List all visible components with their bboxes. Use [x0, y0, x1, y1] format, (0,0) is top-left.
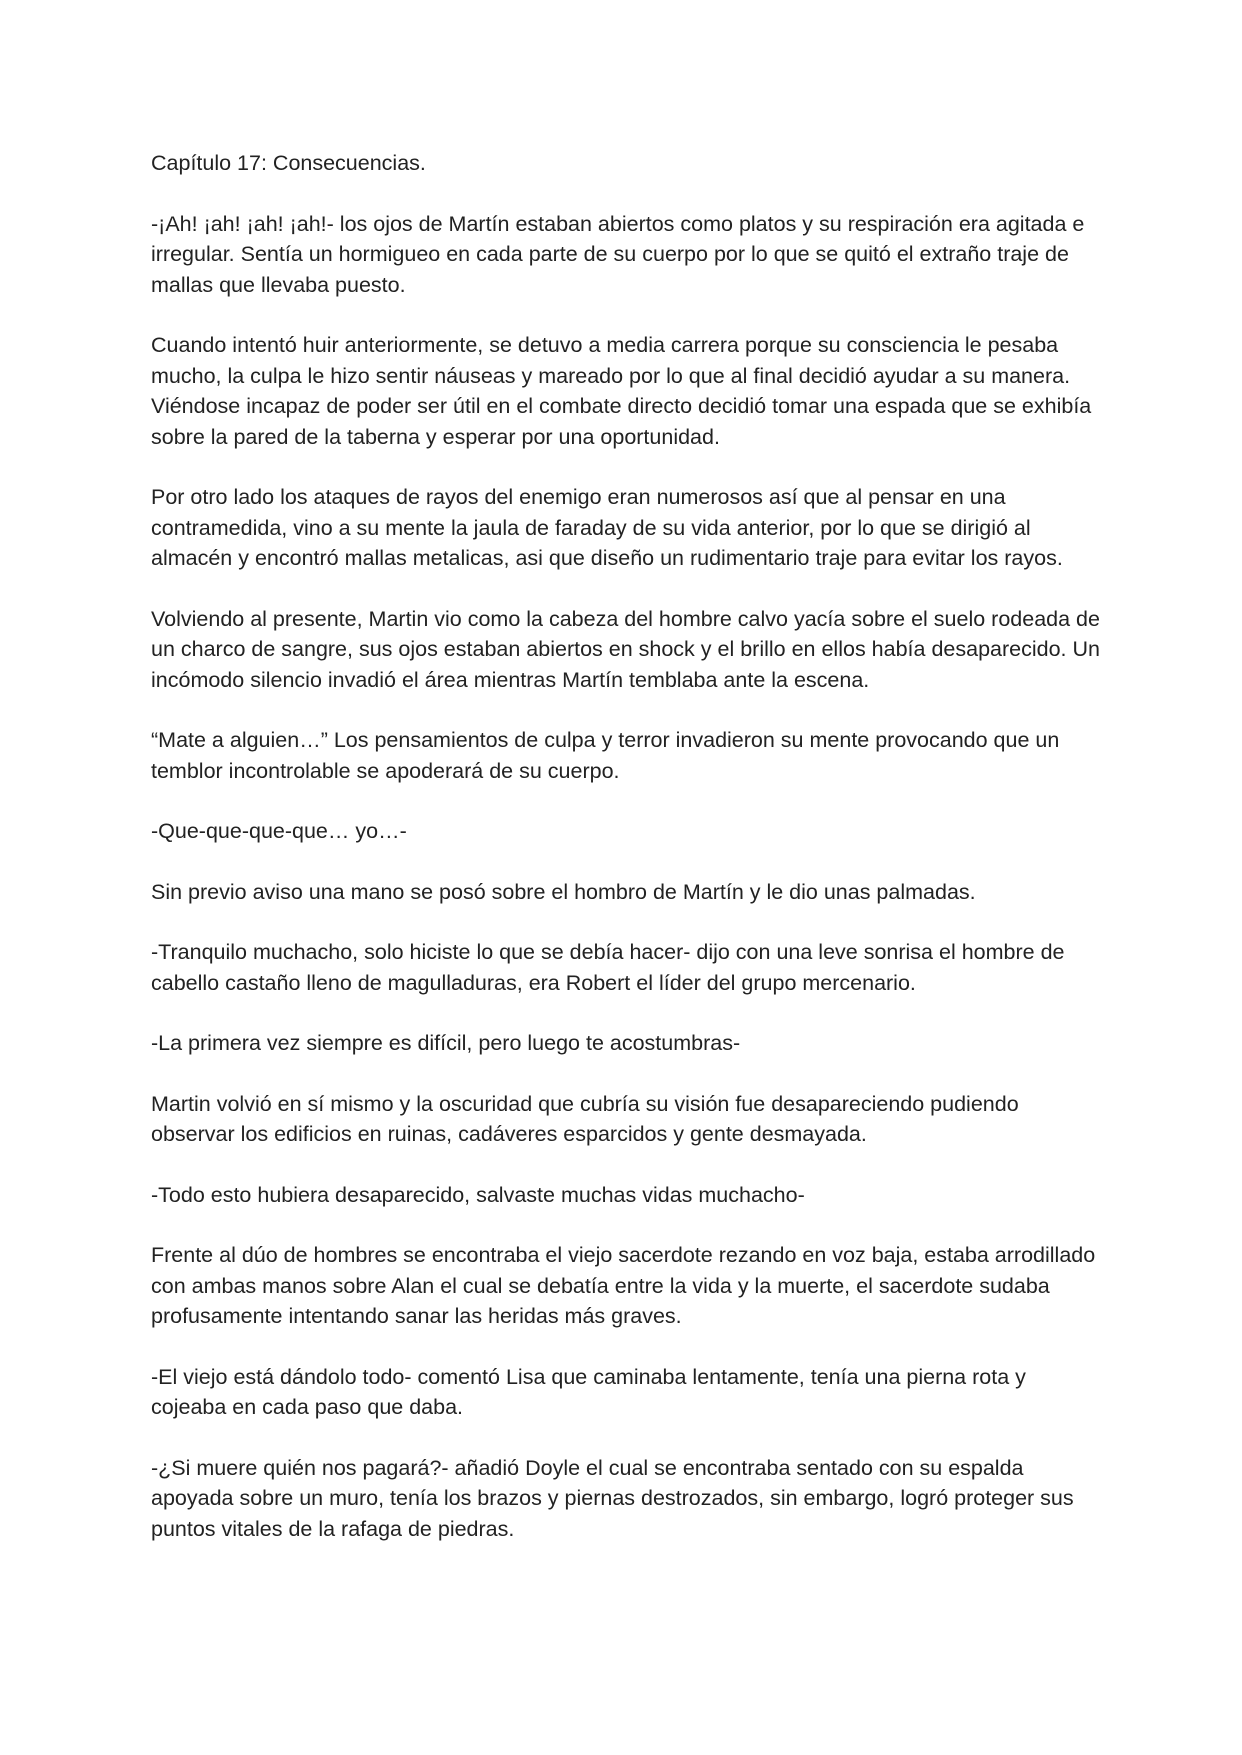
- paragraph: -¿Si muere quién nos pagará?- añadió Doyle el cual se encontraba sentado con su espalda apoyada sobre un muro, tenía los brazos y piernas destrozados, sin embargo, logró proteger sus puntos vitales de la rafaga de piedras.: [151, 1455, 1074, 1541]
- paragraph: Sin previo aviso una mano se posó sobre el hombro de Martín y le dio unas palmadas.: [151, 879, 976, 904]
- paragraph: “Mate a alguien…” Los pensamientos de culpa y terror invadieron su mente provocando que un temblor incontrolable se apoderará de su cuerpo.: [151, 728, 1060, 783]
- paragraph: -Todo esto hubiera desaparecido, salvaste muchas vidas muchacho-: [151, 1182, 805, 1207]
- paragraph: -El viejo está dándolo todo- comentó Lisa que caminaba lentamente, tenía una pierna rota y cojeaba en cada paso que daba.: [151, 1364, 1026, 1419]
- paragraph: -Tranquilo muchacho, solo hiciste lo que se debía hacer- dijo con una leve sonrisa el hombre de cabello castaño lleno de magulladuras, era Robert el líder del grupo mercenario.: [151, 940, 1065, 995]
- paragraph: Cuando intentó huir anteriormente, se detuvo a media carrera porque su consciencia le pesaba mucho, la culpa le hizo sentir náuseas y mareado por lo que al final decidió ayudar a su manera. Viéndose incapaz de poder ser útil en el combate directo decidió tomar una espada que se exhibía sobre la pared de la taberna y esperar por una oportunidad.: [151, 333, 1092, 449]
- document-body: [151, 148, 1101, 1574]
- paragraph: Por otro lado los ataques de rayos del enemigo eran numerosos así que al pensar en una contramedida, vino a su mente la jaula de faraday de su vida anterior, por lo que se dirigió al almacén y encontró mallas metalicas, asi que diseño un rudimentario traje para evitar los rayos.: [151, 485, 1063, 570]
- paragraph: -Que-que-que-que… yo…-: [151, 819, 407, 843]
- chapter-title: Capítulo 17: Consecuencias.: [151, 151, 426, 175]
- paragraph: -¡Ah! ¡ah! ¡ah! ¡ah!- los ojos de Martín estaban abiertos como platos y su respiración era agitada e irregular. Sentía un hormigueo en cada parte de su cuerpo por lo que se quitó el extraño traje de mallas que llevaba puesto.: [151, 211, 1085, 297]
- paragraph: Frente al dúo de hombres se encontraba el viejo sacerdote rezando en voz baja, estaba arrodillado con ambas manos sobre Alan el cual se debatía entre la vida y la muerte, el sacerdote sudaba profusamente intentando sanar las heridas más graves.: [151, 1243, 1096, 1328]
- paragraph: Martin volvió en sí mismo y la oscuridad que cubría su visión fue desapareciendo pudiendo observar los edificios en ruinas, cadáveres esparcidos y gente desmayada.: [151, 1091, 1019, 1146]
- paragraph: -La primera vez siempre es difícil, pero luego te acostumbras-: [151, 1031, 741, 1055]
- paragraph: Volviendo al presente, Martin vio como la cabeza del hombre calvo yacía sobre el suelo rodeada de un charco de sangre, sus ojos estaban abiertos en shock y el brillo en ellos había desaparecido. Un incómodo silencio invadió el área mientras Martín temblaba ante la escena.: [151, 606, 1100, 692]
